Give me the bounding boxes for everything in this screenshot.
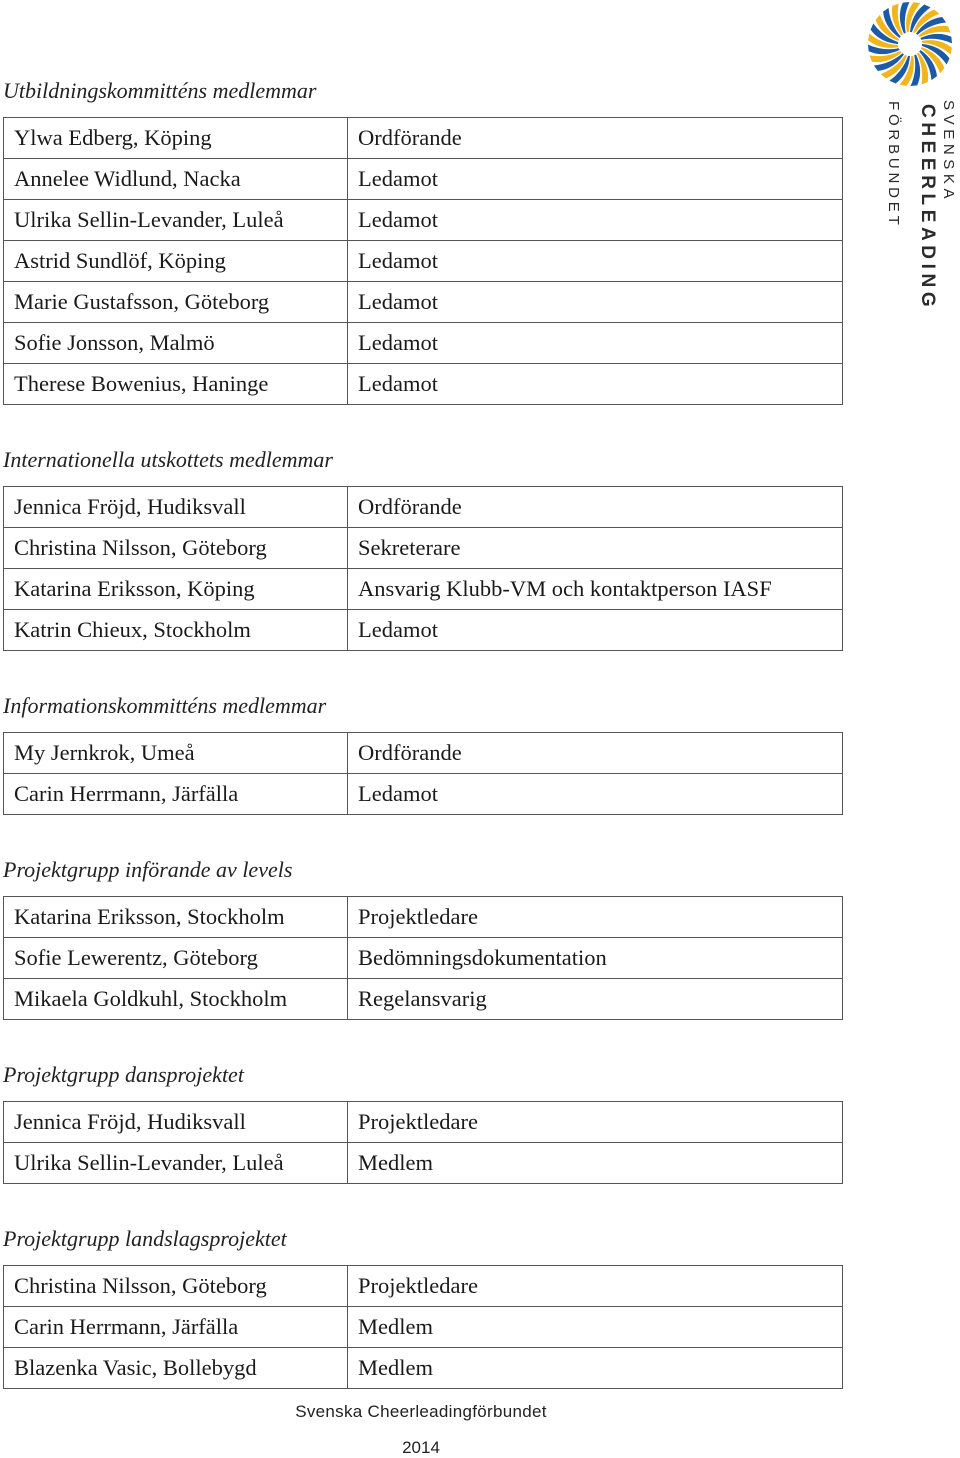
member-name: Ulrika Sellin-Levander, Luleå	[4, 1143, 348, 1184]
member-name: Katarina Eriksson, Köping	[4, 569, 348, 610]
member-role: Ledamot	[348, 282, 843, 323]
table-row	[4, 938, 843, 979]
table-row	[4, 1266, 843, 1307]
members-table	[3, 896, 843, 1020]
member-name: Marie Gustafsson, Göteborg	[4, 282, 348, 323]
member-name: Mikaela Goldkuhl, Stockholm	[4, 979, 348, 1020]
table-row	[4, 159, 843, 200]
table-row	[4, 1348, 843, 1389]
table-row	[4, 733, 843, 774]
member-role: Ordförande	[348, 118, 843, 159]
member-name: Carin Herrmann, Järfälla	[4, 774, 348, 815]
logo-graphic	[864, 0, 956, 320]
member-role: Ledamot	[348, 200, 843, 241]
member-name: Katrin Chieux, Stockholm	[4, 610, 348, 651]
footer-organization: Svenska Cheerleadingförbundet	[295, 1402, 547, 1421]
members-table	[3, 732, 843, 815]
member-name: Ylwa Edberg, Köping	[4, 118, 348, 159]
member-name: Carin Herrmann, Järfälla	[4, 1307, 348, 1348]
members-table	[3, 1101, 843, 1184]
member-role: Projektledare	[348, 1266, 843, 1307]
member-name: Christina Nilsson, Göteborg	[4, 528, 348, 569]
member-role: Medlem	[348, 1143, 843, 1184]
table-row	[4, 323, 843, 364]
member-role: Ledamot	[348, 364, 843, 405]
member-role: Projektledare	[348, 1102, 843, 1143]
table-row	[4, 200, 843, 241]
table-row	[4, 1307, 843, 1348]
member-role: Regelansvarig	[348, 979, 843, 1020]
member-name: Sofie Jonsson, Malmö	[4, 323, 348, 364]
member-role: Medlem	[348, 1348, 843, 1389]
footer-year: 2014	[402, 1438, 440, 1457]
section-title: Projektgrupp landslagsprojektet	[3, 1226, 287, 1251]
member-name: Katarina Eriksson, Stockholm	[4, 897, 348, 938]
member-role: Ledamot	[348, 323, 843, 364]
member-name: Astrid Sundlöf, Köping	[4, 241, 348, 282]
committee-sections	[3, 76, 843, 1429]
sunburst-center	[901, 35, 919, 53]
member-role: Ansvarig Klubb-VM och kontaktperson IASF	[348, 569, 843, 610]
table-row	[4, 1102, 843, 1143]
section-title: Utbildningskommitténs medlemmar	[3, 78, 317, 103]
member-role: Ledamot	[348, 241, 843, 282]
table-row	[4, 774, 843, 815]
member-name: Christina Nilsson, Göteborg	[4, 1266, 348, 1307]
table-row	[4, 897, 843, 938]
member-role: Ledamot	[348, 159, 843, 200]
member-role: Ordförande	[348, 487, 843, 528]
table-row	[4, 241, 843, 282]
members-table	[3, 117, 843, 405]
svenska-cheerleading-forbundet-logo	[864, 0, 956, 320]
member-name: Blazenka Vasic, Bollebygd	[4, 1348, 348, 1389]
member-role: Ordförande	[348, 733, 843, 774]
section-title: Internationella utskottets medlemmar	[3, 447, 333, 472]
members-table	[3, 486, 843, 651]
member-name: Annelee Widlund, Nacka	[4, 159, 348, 200]
table-row	[4, 364, 843, 405]
table-row	[4, 487, 843, 528]
member-role: Sekreterare	[348, 528, 843, 569]
member-role: Ledamot	[348, 774, 843, 815]
table-row	[4, 979, 843, 1020]
member-name: Jennica Fröjd, Hudiksvall	[4, 487, 348, 528]
member-role: Projektledare	[348, 897, 843, 938]
table-row	[4, 569, 843, 610]
member-name: Therese Bowenius, Haninge	[4, 364, 348, 405]
table-row	[4, 610, 843, 651]
member-name: My Jernkrok, Umeå	[4, 733, 348, 774]
table-row	[4, 282, 843, 323]
section-title: Projektgrupp dansprojektet	[3, 1062, 244, 1087]
member-name: Ulrika Sellin-Levander, Luleå	[4, 200, 348, 241]
member-name: Jennica Fröjd, Hudiksvall	[4, 1102, 348, 1143]
table-row	[4, 118, 843, 159]
member-role: Ledamot	[348, 610, 843, 651]
table-row	[4, 1143, 843, 1184]
members-table	[3, 1265, 843, 1389]
table-row	[4, 528, 843, 569]
member-role: Bedömningsdokumentation	[348, 938, 843, 979]
sunburst-emblem	[868, 2, 952, 86]
logo-text-line2: CHEERLEADING	[917, 104, 938, 312]
section-title: Informationskommitténs medlemmar	[3, 693, 327, 718]
logo-text-line3: FÖRBUNDET	[885, 101, 902, 229]
member-name: Sofie Lewerentz, Göteborg	[4, 938, 348, 979]
member-role: Medlem	[348, 1307, 843, 1348]
section-title: Projektgrupp införande av levels	[3, 857, 293, 882]
logo-text-line1: SVENSKA	[940, 100, 956, 204]
